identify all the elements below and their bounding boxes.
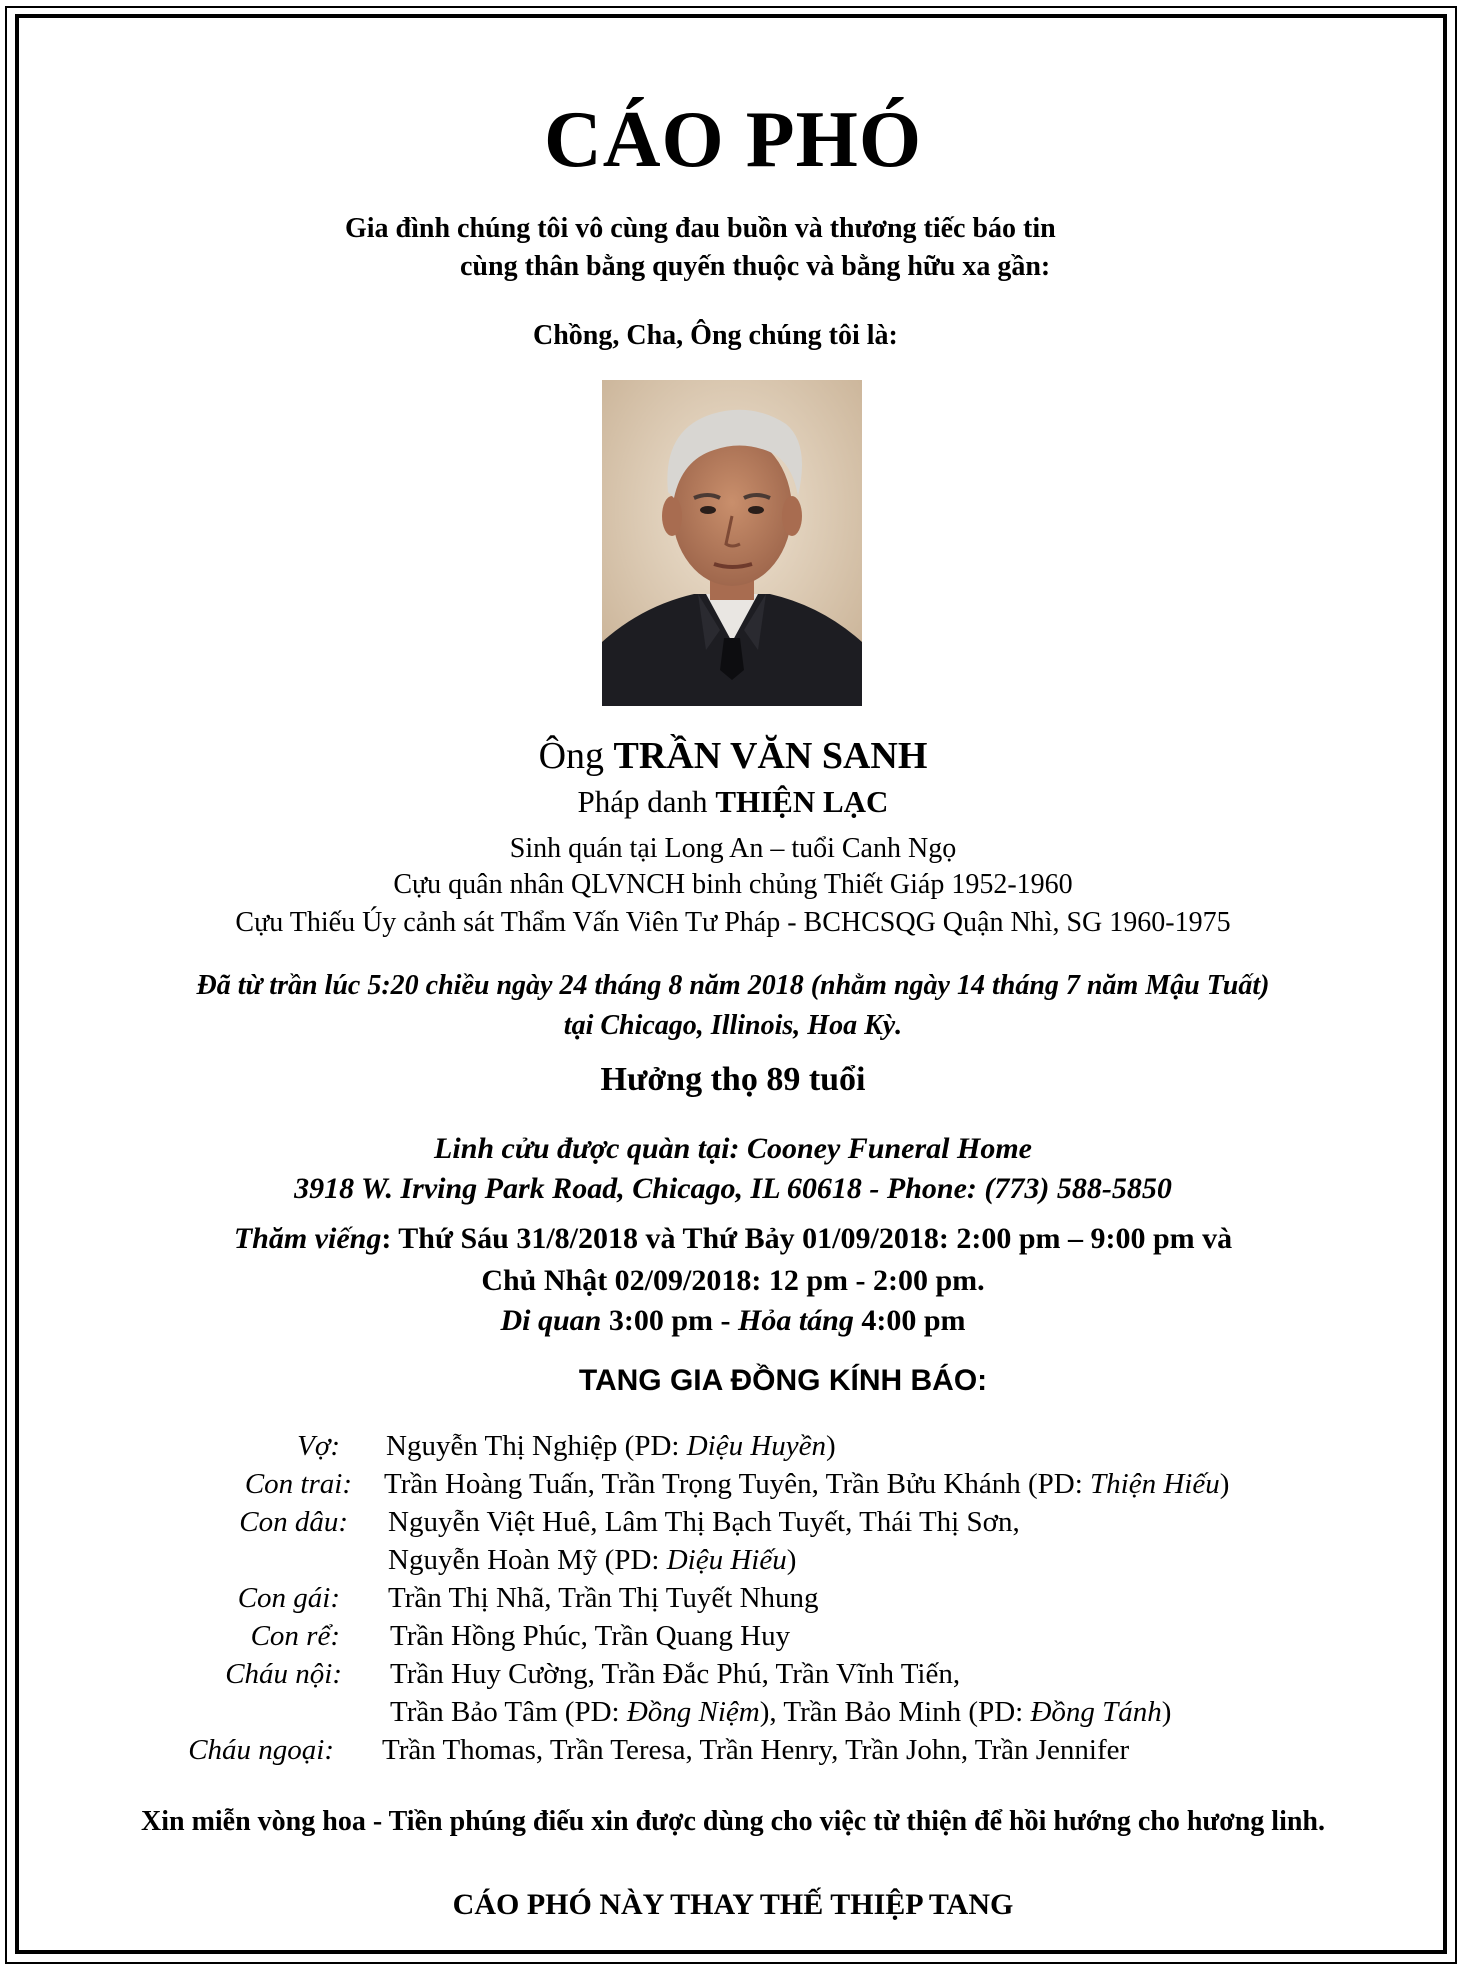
member-names-text: )	[1161, 1696, 1172, 1728]
family-members-line	[384, 1466, 1229, 1502]
family-relation-label: Con gái:	[237, 1582, 340, 1614]
cremation-label: Hỏa táng	[738, 1304, 854, 1337]
full-name: TRẦN VĂN SANH	[613, 735, 928, 777]
info-line-birthplace: Sinh quán tại Long An – tuổi Canh Ngọ	[509, 833, 957, 864]
final-note: CÁO PHÓ NÀY THAY THẾ THIỆP TANG	[452, 1888, 1014, 1921]
member-names-text: Trần Thị Nhã, Trần Thị Tuyết Nhung	[388, 1582, 819, 1614]
family-relation-label: Con trai:	[244, 1468, 352, 1500]
funeral-home-line: Linh cửu được quàn tại: Cooney Funeral Home	[434, 1132, 1032, 1165]
cremation-time: 4:00 pm	[853, 1304, 966, 1337]
family-members-line	[382, 1732, 1129, 1768]
intro-line-3: Chồng, Cha, Ông chúng tôi là:	[533, 320, 898, 351]
age-line: Hưởng thọ 89 tuổi	[600, 1061, 866, 1098]
visitation-line-1	[0, 1222, 1466, 1256]
procession-line	[0, 1304, 1466, 1338]
member-names-text: ), Trần Bảo Minh (PD:	[759, 1696, 1031, 1728]
family-relation-label: Cháu ngoại:	[188, 1734, 334, 1766]
member-names-text: Trần Huy Cường, Trần Đắc Phú, Trần Vĩnh Tiến,	[390, 1658, 961, 1690]
dharma-name-text: Đồng Niệm	[626, 1696, 760, 1728]
member-names-text: Trần Hồng Phúc, Trần Quang Huy	[390, 1620, 791, 1652]
family-relation-label: Cháu nội:	[225, 1658, 342, 1690]
family-header: TANG GIA ĐỒNG KÍNH BÁO:	[578, 1364, 988, 1397]
family-members-line	[390, 1656, 960, 1692]
portrait-illustration	[602, 380, 862, 706]
dharma-name-text: Thiện Hiếu	[1090, 1468, 1220, 1500]
dharma-prefix: Pháp danh	[577, 784, 708, 819]
member-names-text: )	[1219, 1468, 1230, 1500]
dharma-name-line	[0, 782, 1466, 822]
family-members-line	[388, 1580, 819, 1616]
member-names-text: Nguyễn Việt Huê, Lâm Thị Bạch Tuyết, Thái Thị Sơn,	[388, 1506, 1020, 1538]
intro-line-1: Gia đình chúng tôi vô cùng đau buồn và thương tiếc báo tin	[345, 213, 1056, 244]
family-members-line	[388, 1542, 796, 1578]
honorific: Ông	[538, 735, 605, 777]
dharma-name: THIỆN LẠC	[715, 784, 889, 819]
member-names-text: Nguyễn Hoàn Mỹ (PD:	[388, 1544, 667, 1576]
member-names-text: )	[826, 1430, 836, 1462]
portrait-photo	[602, 380, 862, 706]
member-names-text: Trần Thomas, Trần Teresa, Trần Henry, Trần John, Trần Jennifer	[382, 1734, 1130, 1766]
procession-label: Di quan	[500, 1304, 602, 1337]
dharma-name-text: Diệu Huyền	[686, 1430, 827, 1462]
intro-line-2: cùng thân bằng quyến thuộc và bằng hữu xa gần:	[460, 251, 1051, 282]
death-date-line: Đã từ trần lúc 5:20 chiều ngày 24 tháng 8 năm 2018 (nhằm ngày 14 tháng 7 năm Mậu Tuất)	[196, 970, 1270, 1001]
family-relation-label: Vợ:	[297, 1430, 340, 1462]
procession-time: 3:00 pm -	[601, 1304, 738, 1337]
member-names-text: Trần Bảo Tâm (PD:	[390, 1696, 627, 1728]
family-relation-label: Con dâu:	[239, 1506, 348, 1538]
info-line-military: Cựu quân nhân QLVNCH binh chủng Thiết Giáp 1952-1960	[393, 869, 1073, 900]
visitation-times: : Thứ Sáu 31/8/2018 và Thứ Bảy 01/09/2018: 2:00 pm – 9:00 pm và	[381, 1222, 1233, 1255]
member-names-text: Trần Hoàng Tuấn, Trần Trọng Tuyên, Trần Bửu Khánh (PD:	[384, 1468, 1091, 1500]
family-relation-label: Con rể:	[250, 1620, 340, 1652]
family-members-line	[390, 1618, 790, 1654]
visitation-label: Thăm viếng	[233, 1222, 382, 1255]
info-line-police: Cựu Thiếu Úy cảnh sát Thẩm Vấn Viên Tư Pháp - BCHCSQG Quận Nhì, SG 1960-1975	[235, 907, 1231, 938]
closing-note: Xin miễn vòng hoa - Tiền phúng điếu xin được dùng cho việc từ thiện để hồi hướng cho hương linh.	[141, 1806, 1325, 1837]
member-names-text: )	[786, 1544, 797, 1576]
visitation-line-2: Chủ Nhật 02/09/2018: 12 pm - 2:00 pm.	[481, 1264, 985, 1297]
death-place-line: tại Chicago, Illinois, Hoa Kỳ.	[563, 1010, 903, 1041]
family-members-line	[390, 1694, 1171, 1730]
family-members-line	[386, 1428, 836, 1464]
page-title: CÁO PHÓ	[543, 96, 923, 184]
deceased-name	[0, 733, 1466, 779]
member-names-text: Nguyễn Thị Nghiệp (PD:	[386, 1430, 687, 1462]
family-members-line	[388, 1504, 1020, 1540]
dharma-name-text: Diệu Hiếu	[666, 1544, 787, 1576]
funeral-address-line: 3918 W. Irving Park Road, Chicago, IL 60618 - Phone: (773) 588-5850	[294, 1172, 1172, 1205]
dharma-name-text: Đồng Tánh	[1030, 1696, 1162, 1728]
